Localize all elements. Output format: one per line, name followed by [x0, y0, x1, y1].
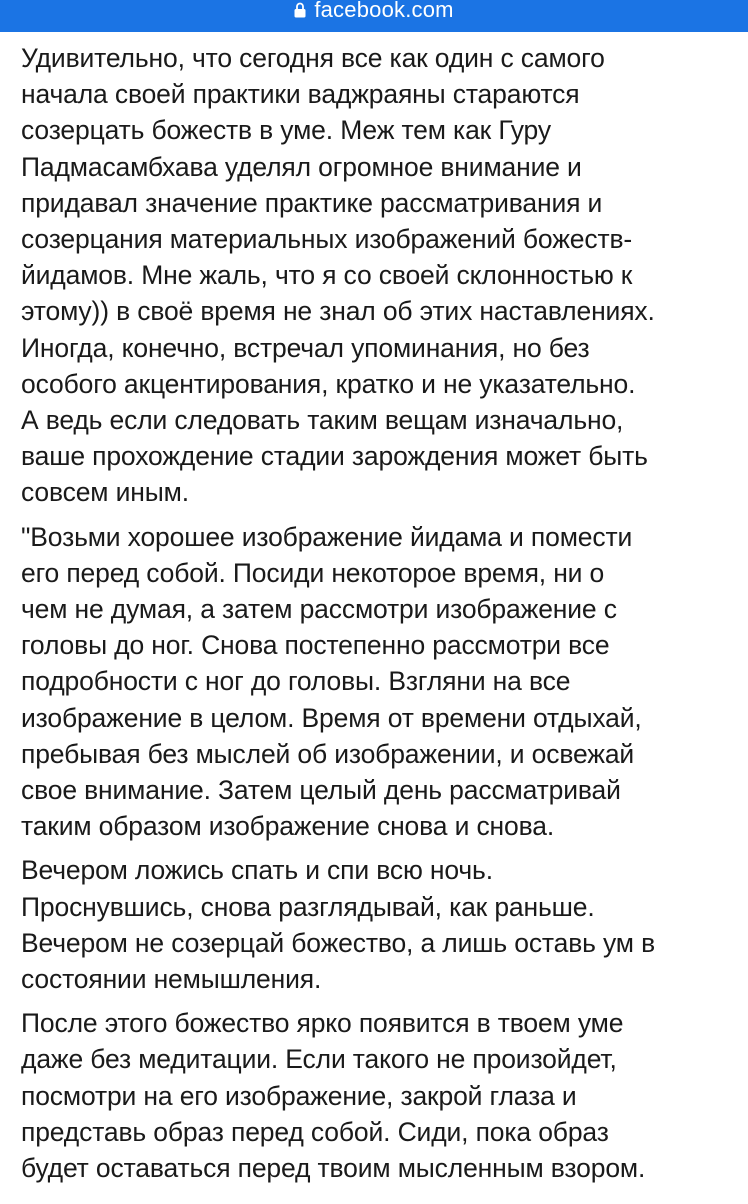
post-body	[0, 40, 748, 1194]
url-text: facebook.com	[314, 0, 454, 22]
lock-icon	[294, 2, 306, 18]
post-paragraph-1: Удивительно, что сегодня все как один с самого начала своей практики ваджраяны стараются созерцать божеств в уме. Меж тем как Гуру Падмасамбхава уделял огромное внимание и придавал значение практике рассматривания и созерцания материальных изображений божеств- йидамов. Мне жаль, что я со своей склонностью к этому)) в своё время не знал об этих наставлениях. Иногда, конечно, встречал упоминания, но без особого акцентирования, кратко и не указательно. А ведь если следовать таким вещам изначально, ваше прохождение стадии зарождения может быть совсем иным.	[21, 43, 655, 508]
post-paragraph-3: Вечером ложись спать и спи всю ночь. Проснувшись, снова разглядывай, как раньше. Вечером не созерцай божество, а лишь оставь ум в состоянии немышления.	[21, 855, 656, 995]
post-paragraph-4: После этого божество ярко появится в твоем уме даже без медитации. Если такого не произойдет, посмотри на его изображение, закрой глаза и представь образ перед собой. Сиди, пока образ будет оставаться перед твоим мысленным взором.	[21, 1008, 646, 1184]
url-display[interactable]	[294, 0, 453, 22]
post-paragraph-2: "Возьми хорошее изображение йидама и помести его перед собой. Посиди некоторое время, ни о чем не думая, а затем рассмотри изображение с головы до ног. Снова постепенно рассмотри все подробности с ног до головы. Взгляни на все изображение в целом. Время от времени отдыхай, пребывая без мыслей об изображении, и освежай свое внимание. Затем целый день рассматривай таким образом изображение снова и снова.	[21, 521, 642, 842]
browser-address-bar[interactable]	[0, 0, 748, 32]
